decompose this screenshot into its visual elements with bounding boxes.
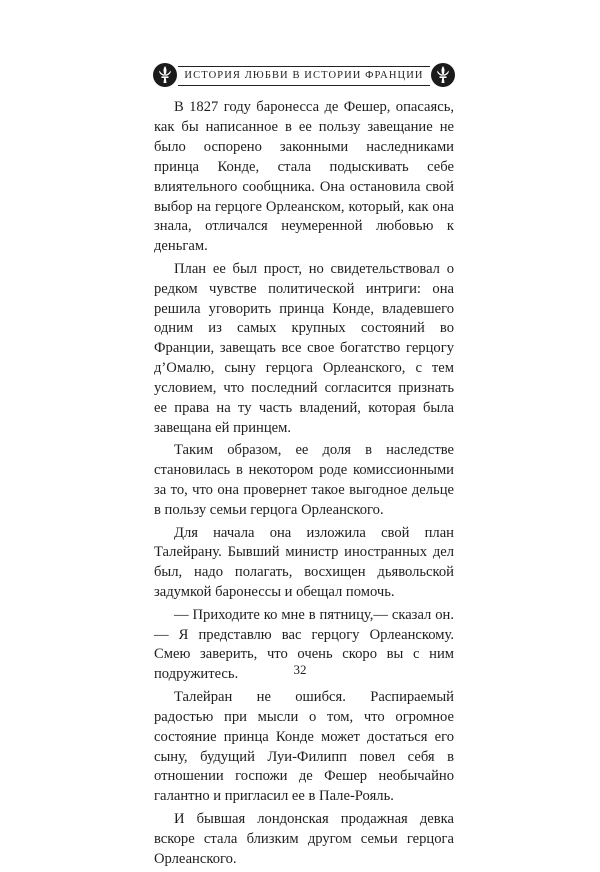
header-title: ИСТОРИЯ ЛЮБВИ В ИСТОРИИ ФРАНЦИИ	[184, 70, 424, 81]
paragraph: Таким образом, ее доля в наследстве становилась в некотором роде комиссионными за то, что она провернет такое выгодное дельце в пользу семьи герцога Орлеанского.	[154, 442, 454, 519]
paragraph: И бывшая лондонская продажная девка вскоре стала близким другом семьи герцога Орлеанского.	[154, 810, 454, 867]
fleur-de-lis-icon	[430, 62, 456, 88]
paragraph: Для начала она изложила свой план Талейрану. Бывший министр иностранных дел был, надо полагать, восхищен дьявольской задумкой баронессы и обещал помочь.	[154, 524, 454, 601]
running-header	[156, 58, 452, 92]
header-rule-bottom	[178, 85, 430, 86]
paragraph: План ее был прост, но свидетельствовал о редком чувстве политической интриги: она решила уговорить принца Конде, владевшего одним из самых крупных состояний во Франции, завещать все свое богатство герцогу д’Омалю, сыну герцога Орлеанского, с тем условием, что последний согласится признать ее права на ту часть владений, которая была завещана ей принцем.	[154, 260, 454, 436]
fleur-de-lis-icon	[152, 62, 178, 88]
paragraph: — Приходите ко мне в пятницу,— сказал он.— Я представлю вас герцогу Орлеанскому. Смею заверить, что очень скоро вы с ним подружитесь.	[154, 606, 454, 683]
paragraph: В 1827 году баронесса де Фешер, опасаясь, как бы написанное в ее пользу завещание не было оспорено законными наследниками принца Конде, стала подыскивать себе влиятельного сообщника. Она остановила свой выбор на герцоге Орлеанском, который, как она знала, отличался неумеренной любовью к деньгам.	[154, 99, 454, 255]
header-rule-top	[178, 66, 430, 67]
page-number: 32	[293, 662, 307, 677]
paragraph: Талейран не ошибся. Распираемый радостью при мысли о том, что огромное состояние принца Конде может достаться его сыну, будущий Луи-Филипп повел себя в отношении госпожи де Фешер необычайно галантно и пригласил ее в Пале-Рояль.	[154, 688, 454, 805]
body-text	[154, 98, 454, 872]
